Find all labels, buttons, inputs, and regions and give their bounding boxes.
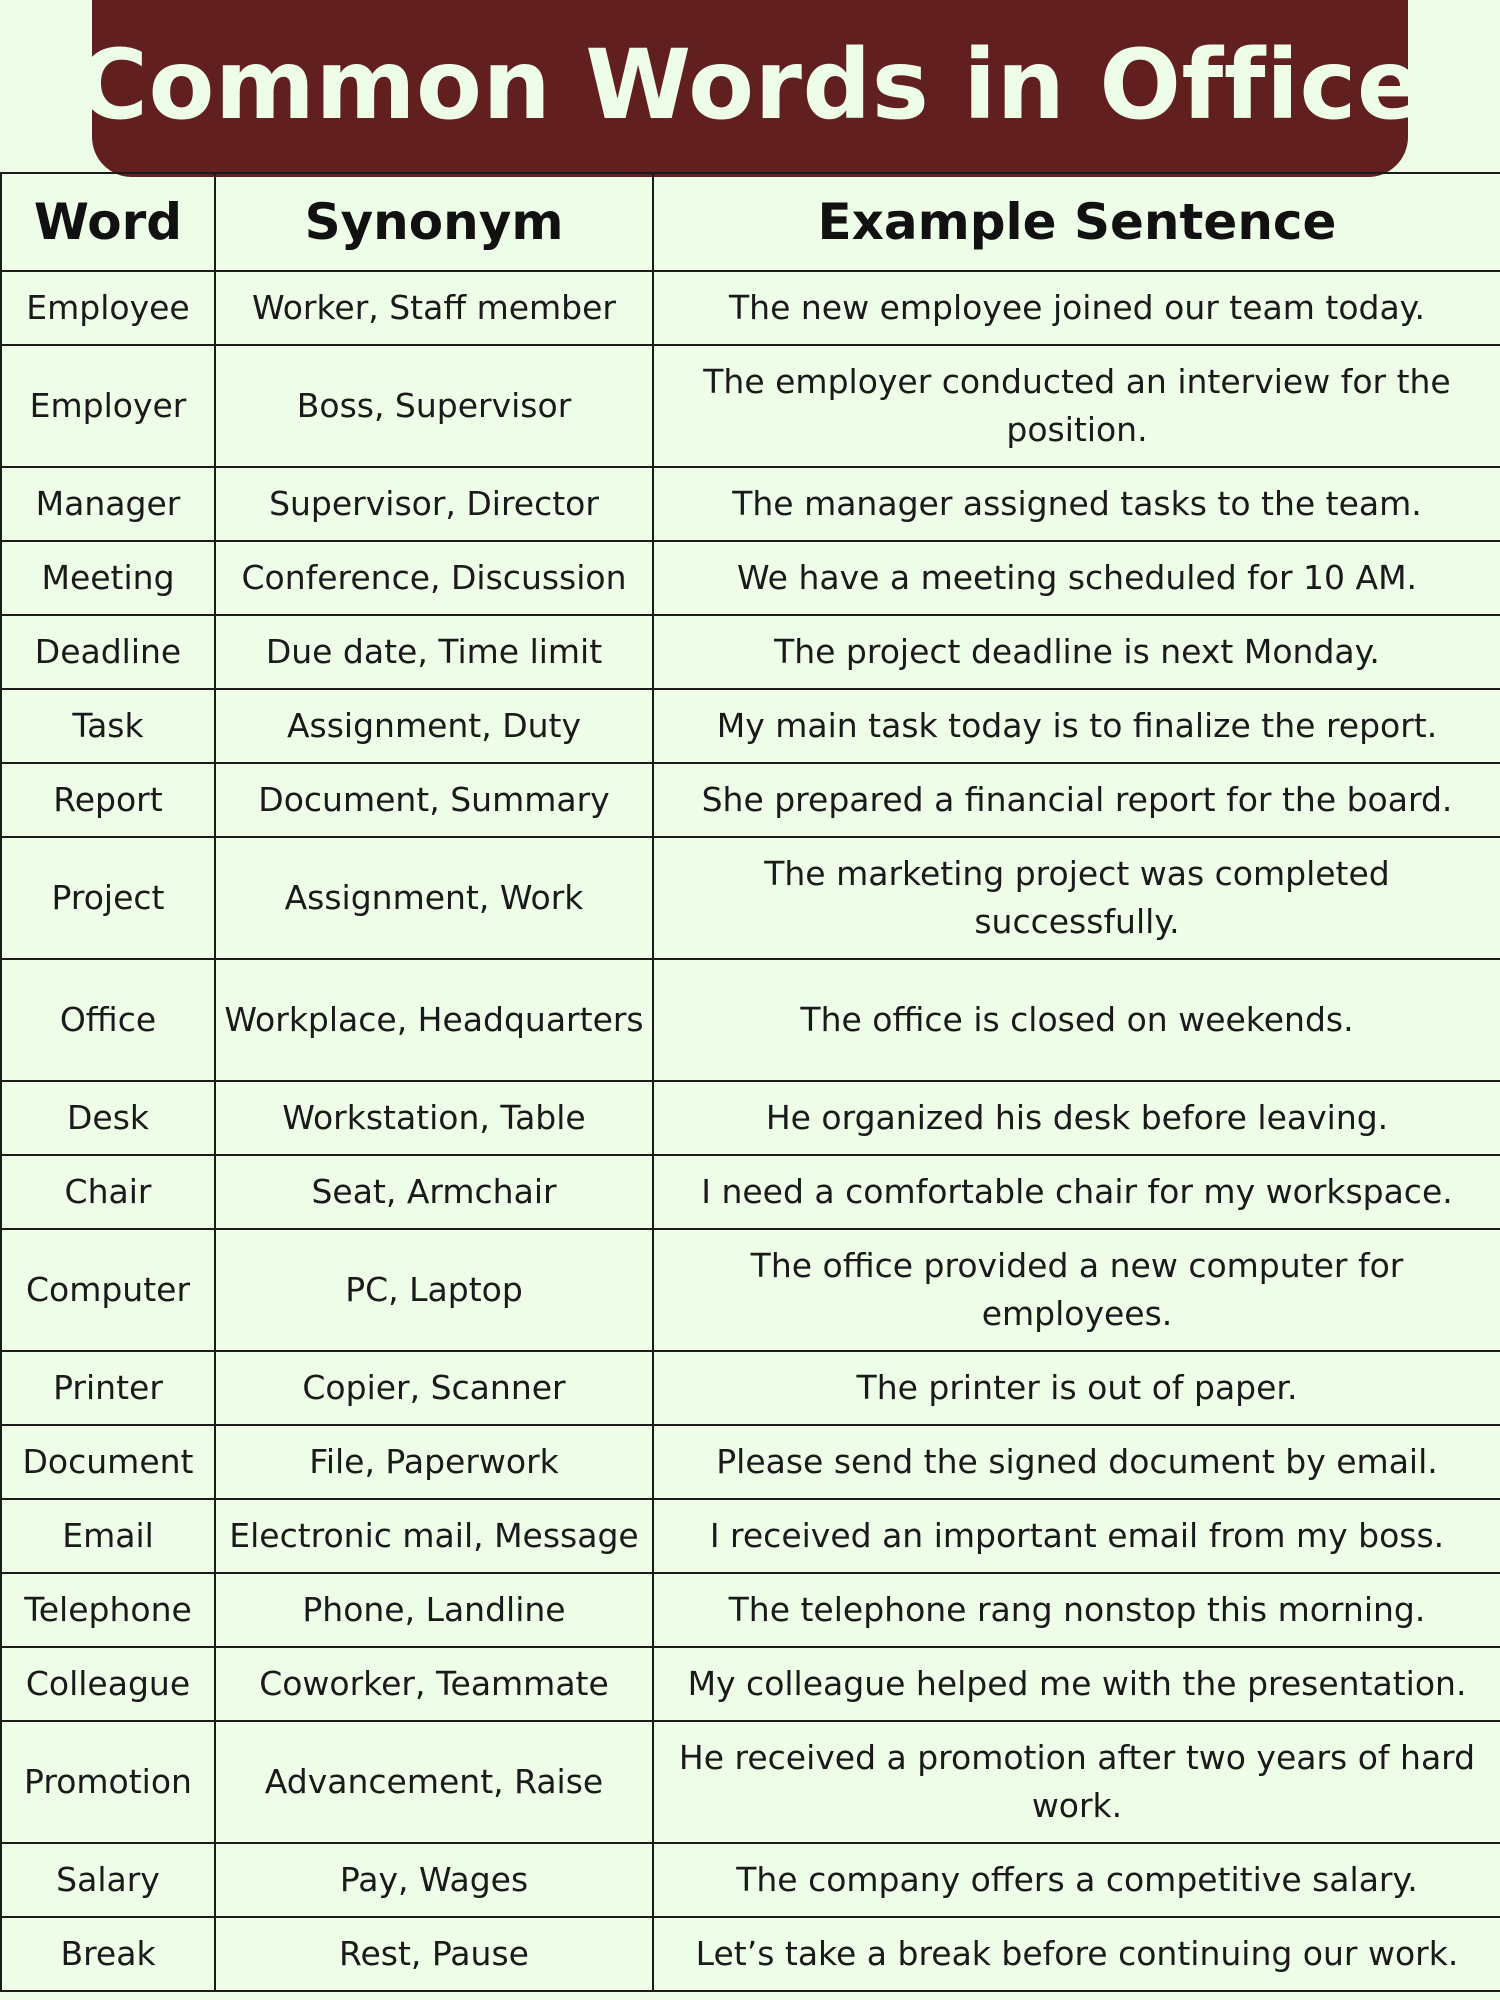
example-cell: Let’s take a break before continuing our work. — [653, 1917, 1500, 1991]
header-example-sentence: Example Sentence — [653, 173, 1500, 271]
table-row — [1, 1647, 1500, 1721]
synonym-cell: Due date, Time limit — [215, 615, 653, 689]
synonym-cell: Assignment, Duty — [215, 689, 653, 763]
synonym-cell: Copier, Scanner — [215, 1351, 653, 1425]
table-row — [1, 1499, 1500, 1573]
synonym-cell: Electronic mail, Message — [215, 1499, 653, 1573]
vocabulary-table-container — [0, 172, 1500, 1992]
example-cell: The employer conducted an interview for the position. — [653, 345, 1500, 467]
word-cell: Computer — [1, 1229, 215, 1351]
page-title: Common Words in Office — [77, 28, 1423, 141]
table-row — [1, 1081, 1500, 1155]
example-cell: The printer is out of paper. — [653, 1351, 1500, 1425]
table-row — [1, 271, 1500, 345]
table-row — [1, 541, 1500, 615]
word-cell: Office — [1, 959, 215, 1081]
example-cell: My colleague helped me with the presentation. — [653, 1647, 1500, 1721]
word-cell: Manager — [1, 467, 215, 541]
synonym-cell: Supervisor, Director — [215, 467, 653, 541]
table-row — [1, 1843, 1500, 1917]
word-cell: Telephone — [1, 1573, 215, 1647]
synonym-cell: Seat, Armchair — [215, 1155, 653, 1229]
example-cell: I need a comfortable chair for my workspace. — [653, 1155, 1500, 1229]
word-cell: Desk — [1, 1081, 215, 1155]
table-row — [1, 1573, 1500, 1647]
example-cell: He received a promotion after two years of hard work. — [653, 1721, 1500, 1843]
example-cell: He organized his desk before leaving. — [653, 1081, 1500, 1155]
word-cell: Promotion — [1, 1721, 215, 1843]
vocabulary-table — [0, 172, 1500, 1992]
synonym-cell: Workstation, Table — [215, 1081, 653, 1155]
word-cell: Deadline — [1, 615, 215, 689]
word-cell: Report — [1, 763, 215, 837]
word-cell: Employee — [1, 271, 215, 345]
example-cell: The project deadline is next Monday. — [653, 615, 1500, 689]
table-row — [1, 1721, 1500, 1843]
table-row — [1, 467, 1500, 541]
word-cell: Project — [1, 837, 215, 959]
word-cell: Email — [1, 1499, 215, 1573]
word-cell: Chair — [1, 1155, 215, 1229]
word-cell: Task — [1, 689, 215, 763]
header-synonym: Synonym — [215, 173, 653, 271]
word-cell: Salary — [1, 1843, 215, 1917]
word-cell: Colleague — [1, 1647, 215, 1721]
example-cell: We have a meeting scheduled for 10 AM. — [653, 541, 1500, 615]
synonym-cell: PC, Laptop — [215, 1229, 653, 1351]
synonym-cell: Coworker, Teammate — [215, 1647, 653, 1721]
synonym-cell: Worker, Staff member — [215, 271, 653, 345]
synonym-cell: Pay, Wages — [215, 1843, 653, 1917]
example-cell: She prepared a financial report for the board. — [653, 763, 1500, 837]
synonym-cell: File, Paperwork — [215, 1425, 653, 1499]
synonym-cell: Assignment, Work — [215, 837, 653, 959]
synonym-cell: Rest, Pause — [215, 1917, 653, 1991]
table-row — [1, 1917, 1500, 1991]
table-row — [1, 689, 1500, 763]
example-cell: The telephone rang nonstop this morning. — [653, 1573, 1500, 1647]
example-cell: The manager assigned tasks to the team. — [653, 467, 1500, 541]
example-cell: My main task today is to finalize the report. — [653, 689, 1500, 763]
synonym-cell: Document, Summary — [215, 763, 653, 837]
table-header-row — [1, 173, 1500, 271]
synonym-cell: Advancement, Raise — [215, 1721, 653, 1843]
synonym-cell: Workplace, Headquarters — [215, 959, 653, 1081]
example-cell: The office provided a new computer for employees. — [653, 1229, 1500, 1351]
word-cell: Break — [1, 1917, 215, 1991]
example-cell: Please send the signed document by email. — [653, 1425, 1500, 1499]
example-cell: The marketing project was completed successfully. — [653, 837, 1500, 959]
synonym-cell: Boss, Supervisor — [215, 345, 653, 467]
word-cell: Employer — [1, 345, 215, 467]
synonym-cell: Conference, Discussion — [215, 541, 653, 615]
table-row — [1, 1155, 1500, 1229]
example-cell: I received an important email from my boss. — [653, 1499, 1500, 1573]
example-cell: The new employee joined our team today. — [653, 271, 1500, 345]
table-row — [1, 763, 1500, 837]
header-word: Word — [1, 173, 215, 271]
table-row — [1, 615, 1500, 689]
table-row — [1, 1351, 1500, 1425]
synonym-cell: Phone, Landline — [215, 1573, 653, 1647]
table-row — [1, 1229, 1500, 1351]
word-cell: Document — [1, 1425, 215, 1499]
word-cell: Printer — [1, 1351, 215, 1425]
table-row — [1, 837, 1500, 959]
word-cell: Meeting — [1, 541, 215, 615]
table-row — [1, 345, 1500, 467]
example-cell: The office is closed on weekends. — [653, 959, 1500, 1081]
table-row — [1, 959, 1500, 1081]
title-banner — [77, 0, 1423, 177]
table-row — [1, 1425, 1500, 1499]
example-cell: The company offers a competitive salary. — [653, 1843, 1500, 1917]
